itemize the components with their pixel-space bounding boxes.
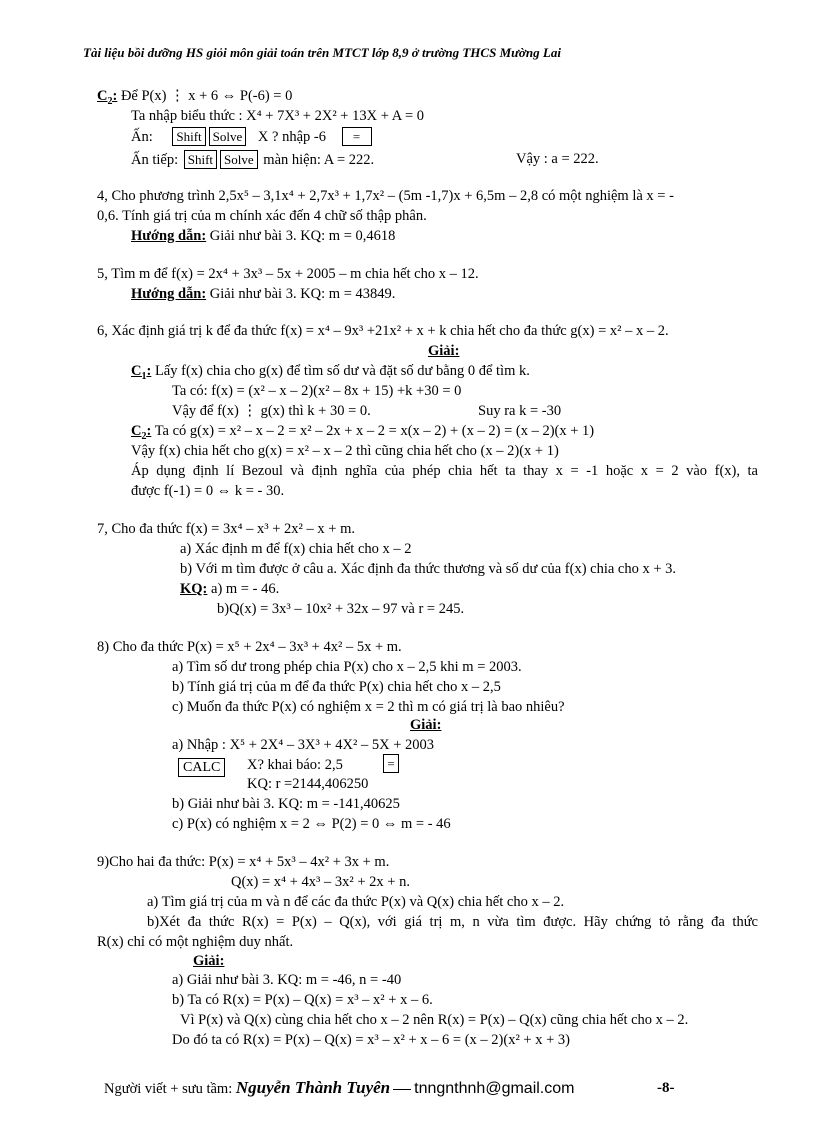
q7-kq: KQ: a) m = - 46. — [180, 581, 280, 597]
c2-press-next-row: Ấn tiếp: Shift Solve màn hiện: A = 222. — [131, 152, 375, 168]
shift-key: Shift — [172, 127, 205, 146]
equals-key: = — [342, 127, 372, 146]
c2-top-line: $C_2$: Để P(x) ⋮ x + 6 ⇔ P(-6) = 0 — [97, 88, 293, 107]
q5-hint: Hướng dẫn: Giải như bài 3. KQ: m = 43849. — [131, 286, 396, 302]
c2-press-row: Ấn: Shift Solve X ? nhập -6 = — [131, 127, 372, 146]
q4-hint: Hướng dẫn: Giải như bài 3. KQ: m = 0,4618 — [131, 228, 396, 244]
q9-part-a: a) Tìm giá trị của m và n để các đa thức P(x) và Q(x) chia hết cho x – 2. — [147, 894, 565, 910]
page-header: Tài liệu bồi dưỡng HS giỏi môn giải toán trên MTCT lớp 8,9 ở trường THCS Mường Lai — [83, 45, 561, 60]
q8-part-c: c) Muốn đa thức P(x) có nghiệm x = 2 thì m có giá trị là bao nhiêu? — [172, 699, 565, 715]
q6-line-6: Vậy f(x) chia hết cho g(x) = x² – x – 2 thì cũng chia hết cho (x – 2)(x + 1) — [131, 443, 559, 459]
shift-key-2: Shift — [184, 150, 217, 169]
q8-step-1: a) Nhập : X⁵ + 2X⁴ – 3X³ + 4X² – 5X + 2003 — [172, 737, 435, 753]
q8-equals-row — [383, 754, 399, 773]
q4-line-1: 4, Cho phương trình 2,5x⁵ – 3,1x⁴ + 2,7x³ + 1,7x² – (5m -1,7)x + 6,5m – 2,8 có một nghiệm là x = - — [97, 188, 674, 204]
calc-key-row — [178, 758, 225, 777]
solve-key-2: Solve — [220, 150, 258, 169]
q8-part-b: b) Tính giá trị của m để đa thức P(x) chia hết cho x – 2,5 — [172, 679, 501, 695]
q6-c2-line: $C_2$: Ta có g(x) = x² – x – 2 = x² – 2x + x – 2 = x(x – 2) + (x – 2) = (x – 2)(x + 1) — [131, 423, 595, 442]
solve-key: Solve — [209, 127, 247, 146]
q8-step-3: KQ: r =2144,406250 — [247, 776, 369, 792]
footer-dash — [393, 1089, 411, 1090]
footer-prefix: Người viết + sưu tầm: — [104, 1081, 233, 1097]
c2-result: Vậy : a = 222. — [516, 151, 599, 167]
q9-line-2: Q(x) = x⁴ + 4x³ – 3x² + 2x + n. — [231, 874, 410, 890]
q9-step-1: a) Giải như bài 3. KQ: m = -46, n = -40 — [172, 972, 402, 988]
page-footer — [104, 1077, 574, 1100]
q9-part-b-1: b)Xét đa thức R(x) = P(x) – Q(x), với giá trị m, n vừa tìm được. Hãy chứng tỏ rằng đa thức — [147, 914, 758, 930]
q6-line-8: được f(-1) = 0 ⇔ k = - 30. — [131, 483, 285, 499]
q6-line-7: Áp dụng định lí Bezoul và định nghĩa của phép chia hết ta thay x = -1 hoặc x = 2 vào f(x), ta — [131, 463, 758, 479]
page-number: -8- — [657, 1080, 675, 1096]
q6-solution-heading: Giải: — [428, 343, 460, 359]
q9-part-b-2: R(x) chỉ có một nghiệm duy nhất. — [97, 934, 294, 950]
c2-label: $C_2$: — [97, 88, 118, 107]
calc-key: CALC — [178, 758, 225, 777]
q7-part-a: a) Xác định m để f(x) chia hết cho x – 2 — [180, 541, 412, 557]
q9-solution-heading: Giải: — [193, 953, 225, 969]
q9-line-1: 9)Cho hai đa thức: P(x) = x⁴ + 5x³ – 4x² + 3x + m. — [97, 854, 390, 870]
q6-line-4a: Vậy để f(x) ⋮ g(x) thì k + 30 = 0. — [172, 403, 371, 419]
q9-step-3: Vì P(x) và Q(x) cùng chia hết cho x – 2 nên R(x) = P(x) – Q(x) cũng chia hết cho x – 2. — [180, 1012, 689, 1028]
equals-key-2: = — [383, 754, 399, 773]
q7-part-b: b) Với m tìm được ở câu a. Xác định đa thức thương và số dư của f(x) chia cho x + 3. — [180, 561, 677, 577]
q6-line-4b: Suy ra k = -30 — [478, 403, 562, 419]
q8-part-a: a) Tìm số dư trong phép chia P(x) cho x – 2,5 khi m = 2003. — [172, 659, 522, 675]
q8-step-2: X? khai báo: 2,5 — [247, 757, 343, 773]
author-name: Nguyễn Thành Tuyên — [235, 1078, 391, 1097]
q5-line-1: 5, Tìm m để f(x) = 2x⁴ + 3x³ – 5x + 2005 – m chia hết cho x – 12. — [97, 266, 479, 282]
q4-line-2: 0,6. Tính giá trị của m chính xác đến 4 chữ số thập phân. — [97, 208, 427, 224]
q8-line-1: 8) Cho đa thức P(x) = x⁵ + 2x⁴ – 3x³ + 4x² – 5x + m. — [97, 639, 402, 655]
q8-solution-heading: Giải: — [410, 717, 442, 733]
q6-c1-line: $C_1$: Lấy f(x) chia cho g(x) để tìm số dư và đặt số dư bằng 0 để tìm k. — [131, 363, 530, 382]
q7-line-1: 7, Cho đa thức f(x) = 3x⁴ – x³ + 2x² – x + m. — [97, 521, 355, 537]
q8-step-5: c) P(x) có nghiệm x = 2 ⇔ P(2) = 0 ⇔ m = - 46 — [172, 816, 451, 832]
author-email: tnngnthnh@gmail.com — [414, 1080, 575, 1097]
q6-line-1: 6, Xác định giá trị k để đa thức f(x) = x⁴ – 9x³ +21x² + x + k chia hết cho đa thức g(x) = x² – x – 2. — [97, 323, 669, 339]
q9-step-4: Do đó ta có R(x) = P(x) – Q(x) = x³ – x² + x – 6 = (x – 2)(x² + x + 3) — [172, 1032, 570, 1048]
q7-kq-b: b)Q(x) = 3x³ – 10x² + 32x – 97 và r = 245. — [217, 601, 465, 617]
c2-enter-expression: Ta nhập biểu thức : X⁴ + 7X³ + 2X² + 13X + A = 0 — [131, 108, 425, 124]
q9-step-2: b) Ta có R(x) = P(x) – Q(x) = x³ – x² + x – 6. — [172, 992, 433, 1008]
q6-line-3: Ta có: f(x) = (x² – x – 2)(x² – 8x + 15) +k +30 = 0 — [172, 383, 462, 399]
q8-step-4: b) Giải như bài 3. KQ: m = -141,40625 — [172, 796, 400, 812]
